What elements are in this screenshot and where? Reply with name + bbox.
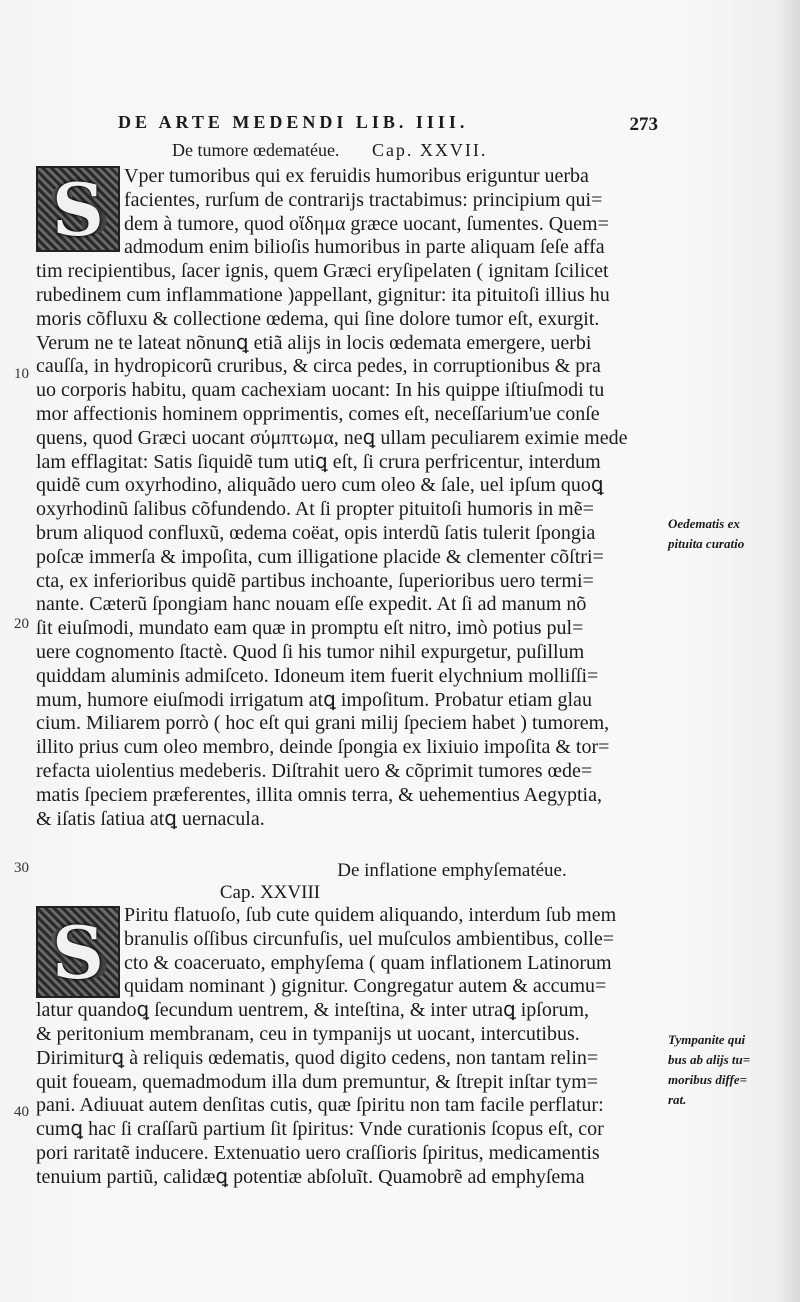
- text-line: uere cognomento ſtactè. Quod ſi his tumor nihil expurgetur, puſillum: [36, 640, 585, 663]
- text-line: quit foueam, quemadmodum illa dum premuntur, & ſtrepit inſtar tym=: [36, 1070, 599, 1093]
- marginal-note-tympanites: [668, 1030, 788, 1110]
- text-line: lam efflagitat: Satis ſiquidẽ tum utiꝗ eſt, ſi crura perfricentur, interdum: [36, 450, 601, 473]
- text-line: Verum ne te lateat nõnunꝗ etiã alijs in locis œdemata emergere, uerbi: [36, 331, 592, 354]
- line-number-10: 10: [14, 366, 29, 382]
- text-line: & peritonium membranam, ceu in tympanijs ut uocant, intercutibus.: [36, 1022, 580, 1045]
- marginal-note-line: pituita curatio: [668, 536, 745, 551]
- text-line: branulis oſſibus circunfuſis, uel muſculos ambientibus, colle=: [124, 927, 615, 950]
- text-line: dem à tumore, quod οἴδημα græce uocant, ſumentes. Quem=: [124, 212, 609, 235]
- chapter-27-number: Cap. XXVII.: [371, 140, 488, 160]
- text-line: quiddam aluminis admiſceto. Idoneum item fuerit elychnium molliſſi=: [36, 664, 599, 687]
- text-line: admodum enim bilioſis humoribus in parte aliquam ſeſe affa: [124, 236, 605, 259]
- chapter-28-title: De inflatione emphyſematéue.: [337, 860, 567, 881]
- text-line: cium. Miliarem porrò ( hoc eſt qui grani milij ſpeciem habet ) tumorem,: [36, 712, 610, 735]
- text-line: tenuium partiũ, calidæꝗ potentiæ abſoluĩt. Quamobrẽ ad emphyſema: [36, 1165, 585, 1188]
- text-line: cto & coaceruato, emphyſema ( quam inflationem Latinorum: [124, 951, 612, 974]
- line-number-30: 30: [14, 860, 29, 876]
- page-header: [118, 112, 658, 142]
- chapter-27-heading: [172, 140, 572, 161]
- text-line: cumꝗ hac ſi craſſarũ partium ſit ſpiritus: Vnde curationis ſcopus eſt, cor: [36, 1118, 604, 1141]
- text-line: & iſatis ſatiua atꝗ uernacula.: [36, 807, 265, 830]
- text-line: quens, quod Græci uocant σύμπτωμα, neꝗ ullam peculiarem eximie mede: [36, 426, 628, 449]
- text-line: cauſſa, in hydropicorũ cruribus, & circa pedes, in corruptionibus & pra: [36, 355, 601, 378]
- chapter-28-number: [0, 882, 540, 904]
- chapter-28-body: [36, 904, 668, 1190]
- text-line: matis ſpeciem præferentes, illita omnis terra, & uehementius Aegyptia,: [36, 783, 602, 806]
- text-line: uo corporis habitu, quam cachexiam uocant: In his quippe iſtiuſmodi tu: [36, 379, 605, 402]
- text-line: quidam nominant ) gignitur. Congregatur autem & accumu=: [124, 975, 607, 998]
- marginal-note-line: rat.: [668, 1092, 687, 1107]
- text-line: quidẽ cum oxyrhodino, aliquãdo uero cum oleo & ſale, uel ipſum quoꝗ: [36, 474, 604, 497]
- text-line: pori raritatẽ inducere. Extenuatio uero craſſioris ſpiritus, medicamentis: [36, 1141, 600, 1164]
- line-number-20: 20: [14, 616, 29, 632]
- initial-letter: S: [52, 909, 104, 995]
- marginal-note-line: Oedematis ex: [668, 516, 740, 531]
- text-line: ſit eiuſmodi, mundato eam quæ in promptu eſt nitro, imò potius pul=: [36, 617, 584, 640]
- text-line: Dirimiturꝗ à reliquis œdematis, quod digito cedens, non tantam relin=: [36, 1046, 599, 1069]
- text-line: brum aliquod confluxũ, œdema coëat, opis interdũ ſatis tulerit ſpongia: [36, 521, 596, 544]
- page-number: 273: [629, 114, 658, 135]
- marginal-note-line: moribus diffe=: [668, 1072, 748, 1087]
- text-line: mor affectionis hominem opprimentis, comes eſt, neceſſarium'ue conſe: [36, 402, 600, 425]
- text-line: moris cõfluxu & collectione œdema, qui ſine dolore tumor eſt, exurgit.: [36, 307, 600, 330]
- chapter-27-title: De tumore œdematéue.: [172, 140, 340, 160]
- marginal-note-oedema: [668, 514, 788, 554]
- text-line: rubedinem cum inflammatione )appellant, gignitur: ita pituitoſi illius hu: [36, 283, 610, 306]
- text-line: latur quandoꝗ ſecundum uentrem, & inteſtina, & inter utraꝗ ipſorum,: [36, 999, 590, 1022]
- text-line: Piritu flatuoſo, ſub cute quidem aliquando, interdum ſub mem: [124, 904, 617, 926]
- text-line: refacta uiolentius medeberis. Diſtrahit uero & cõprimit tumores œde=: [36, 759, 593, 782]
- text-line: pani. Adiuuat autem denſitas cutis, quæ ſpiritu non tam facile perflatur:: [36, 1094, 604, 1117]
- marginal-note-line: bus ab alijs tu=: [668, 1052, 751, 1067]
- line-number-40: 40: [14, 1104, 29, 1120]
- text-line: cta, ex inferioribus quidẽ partibus inchoante, ſuperioribus uero termi=: [36, 569, 594, 592]
- text-line: oxyrhodinũ ſalibus cõfundendo. At ſi propter pituitoſi humoris in mẽ=: [36, 498, 594, 521]
- initial-letter: S: [52, 166, 104, 252]
- running-head: DE ARTE MEDENDI LIB. IIII.: [118, 112, 469, 132]
- text-line: facientes, rurſum de contrarijs tractabimus: principium qui=: [124, 188, 603, 211]
- text-line: tim recipientibus, ſacer ignis, quem Græci eryſipelaten ( ignitam ſcilicet: [36, 260, 609, 283]
- text-line: poſcæ immerſa & impoſita, cum illigatione placide & clementer cõſtri=: [36, 545, 604, 568]
- marginal-note-line: Tympanite qui: [668, 1032, 746, 1047]
- text-line: illito prius cum oleo membro, deinde ſpongia ex lixiuio impoſita & tor=: [36, 736, 610, 759]
- chapter-28-cap: Cap. XXVIII: [219, 882, 321, 903]
- text-line: Vper tumoribus qui ex feruidis humoribus eriguntur uerba: [124, 165, 589, 187]
- chapter-27-body: [36, 165, 668, 831]
- text-line: nante. Cæterũ ſpongiam hanc nouam eſſe expedit. At ſi ad manum nõ: [36, 593, 587, 616]
- text-line: mum, humore eiuſmodi irrigatum atꝗ impoſitum. Probatur etiam glau: [36, 688, 592, 711]
